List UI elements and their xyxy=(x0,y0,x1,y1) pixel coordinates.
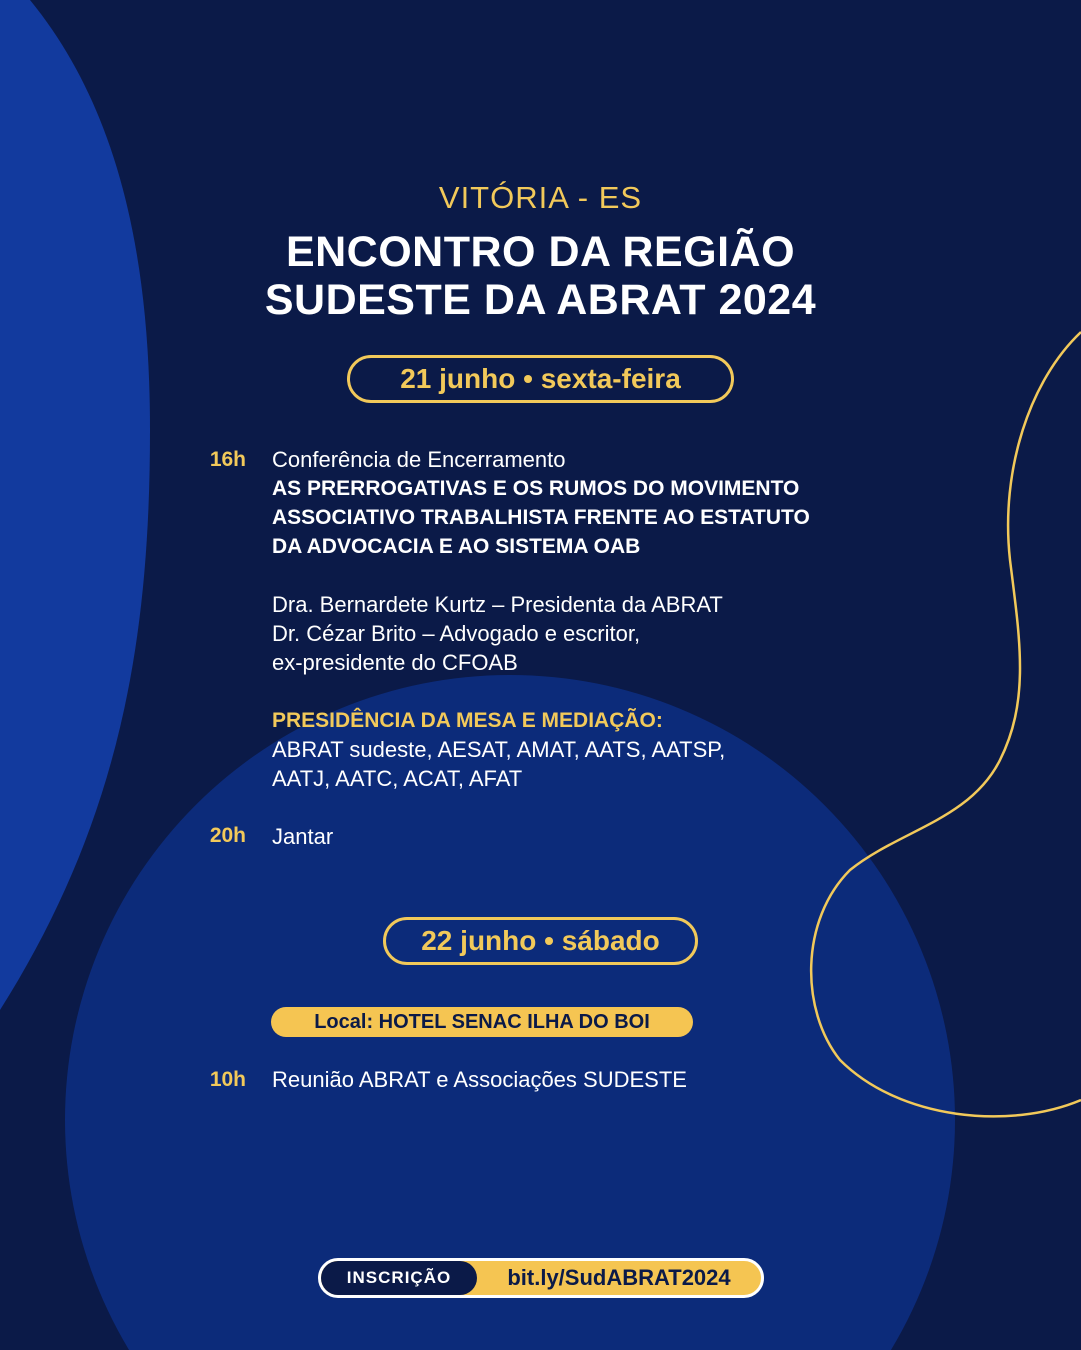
speaker-line: Dr. Cézar Brito – Advogado e escritor, xyxy=(272,621,641,646)
event-title-line-2: SUDESTE DA ABRAT 2024 xyxy=(264,276,817,324)
event-subtitle: Reunião ABRAT e Associações SUDESTE xyxy=(272,1067,687,1092)
event-time: 16h xyxy=(209,448,246,471)
event-subtitle: Conferência de Encerramento xyxy=(272,447,566,472)
speaker-line: Dra. Bernardete Kurtz – Presidenta da ABRAT xyxy=(272,592,723,617)
event-title-line-1: ENCONTRO DA REGIÃO xyxy=(285,228,796,276)
registration-url[interactable]: bit.ly/SudABRAT2024 xyxy=(507,1265,731,1290)
mediation-line: ABRAT sudeste, AESAT, AMAT, AATS, AATSP, xyxy=(272,737,726,762)
speaker-line: ex-presidente do CFOAB xyxy=(272,650,518,675)
registration-link-button[interactable] xyxy=(318,1258,764,1298)
event-time: 10h xyxy=(209,1068,246,1091)
event-title-line: DA ADVOCACIA E AO SISTEMA OAB xyxy=(272,535,641,558)
mediation-line: AATJ, AATC, ACAT, AFAT xyxy=(272,766,523,791)
location-badge: Local: HOTEL SENAC ILHA DO BOI xyxy=(271,1007,693,1037)
mediation-label: PRESIDÊNCIA DA MESA E MEDIAÇÃO: xyxy=(272,709,663,732)
event-title-line: AS PRERROGATIVAS E OS RUMOS DO MOVIMENTO xyxy=(272,477,800,500)
city-label: VITÓRIA - ES xyxy=(438,180,643,215)
event-title-line: ASSOCIATIVO TRABALHISTA FRENTE AO ESTATUTO xyxy=(272,506,810,529)
event-subtitle: Jantar xyxy=(272,824,334,849)
date-badge-day2: 22 junho • sábado xyxy=(383,917,698,965)
date-badge-day1: 21 junho • sexta-feira xyxy=(347,355,734,403)
registration-label: INSCRIÇÃO xyxy=(321,1261,477,1295)
event-time: 20h xyxy=(209,824,246,847)
